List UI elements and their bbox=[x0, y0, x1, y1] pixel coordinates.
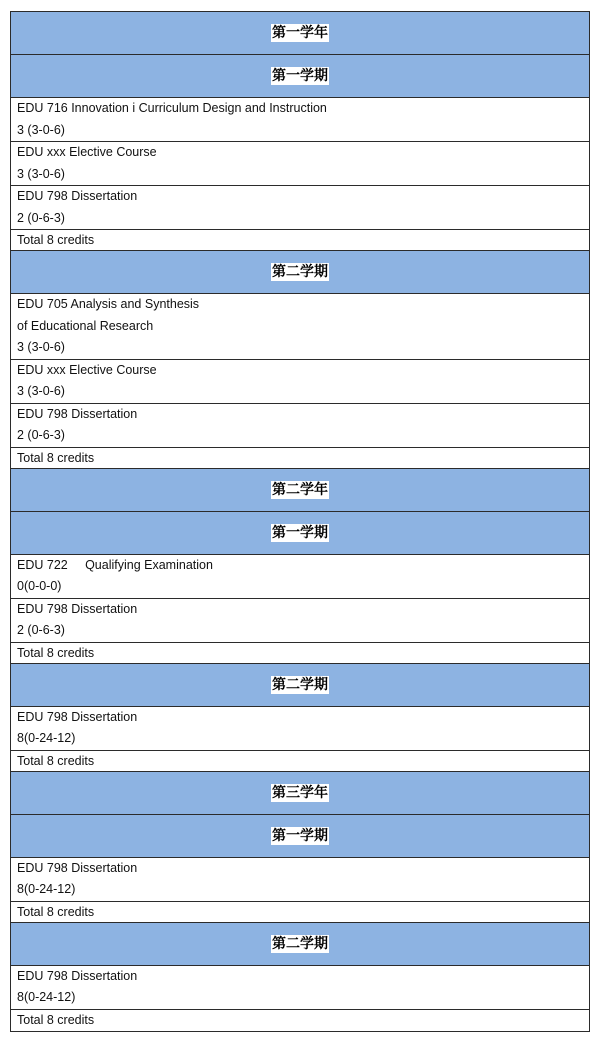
year-header-row bbox=[11, 12, 589, 55]
course-title: EDU 705 Analysis and Synthesis bbox=[17, 297, 200, 311]
curriculum-table bbox=[10, 11, 590, 1032]
course-title: EDU 798 Dissertation bbox=[17, 406, 138, 421]
semester-header: 第一学期 bbox=[272, 827, 328, 844]
year-header-row bbox=[11, 772, 589, 815]
course-title: of Educational Research bbox=[17, 318, 154, 333]
course-title: EDU 798 Dissertation bbox=[17, 968, 138, 983]
course-credits: 2 (0-6-3) bbox=[17, 428, 65, 442]
course-title: EDU xxx Elective Course bbox=[17, 362, 157, 377]
course-row bbox=[11, 142, 589, 186]
semester-header-row bbox=[11, 251, 589, 294]
year-header: 第二学年 bbox=[272, 481, 328, 498]
total-credits: Total 8 credits bbox=[11, 448, 589, 469]
semester-header-row bbox=[11, 664, 589, 707]
total-credits: Total 8 credits bbox=[11, 751, 589, 772]
course-credits: 2 (0-6-3) bbox=[17, 623, 65, 637]
course-row bbox=[11, 707, 589, 751]
course-title: EDU 716 Innovation i Curriculum Design and Instruction bbox=[17, 101, 327, 115]
semester-header-row bbox=[11, 923, 589, 966]
course-credits: 3 (3-0-6) bbox=[17, 340, 65, 354]
course-row bbox=[11, 404, 589, 448]
course-row bbox=[11, 599, 589, 643]
semester-header: 第一学期 bbox=[272, 68, 328, 84]
semester-header-row bbox=[11, 512, 589, 555]
course-credits: 3 (3-0-6) bbox=[17, 384, 65, 398]
course-title: EDU 798 Dissertation bbox=[17, 189, 138, 203]
total-credits: Total 8 credits bbox=[11, 902, 589, 923]
course-row bbox=[11, 555, 589, 599]
total-credits: Total 8 credits bbox=[11, 1010, 589, 1031]
course-row bbox=[11, 858, 589, 902]
semester-header: 第二学期 bbox=[272, 264, 328, 280]
course-row bbox=[11, 360, 589, 404]
course-credits: 8(0-24-12) bbox=[17, 882, 76, 896]
course-title: EDU 798 Dissertation bbox=[17, 709, 138, 724]
total-credits: Total 8 credits bbox=[11, 643, 589, 664]
course-row bbox=[11, 186, 589, 230]
course-row bbox=[11, 966, 589, 1010]
semester-header-row bbox=[11, 55, 589, 98]
course-credits: 2 (0-6-3) bbox=[17, 210, 65, 225]
course-credits: 8(0-24-12) bbox=[17, 731, 76, 745]
semester-header: 第二学期 bbox=[272, 935, 328, 952]
year-header: 第一学年 bbox=[272, 25, 328, 41]
course-row bbox=[11, 294, 589, 360]
course-credits: 8(0-24-12) bbox=[17, 990, 76, 1004]
semester-header: 第二学期 bbox=[272, 676, 328, 693]
course-credits: 3 (3-0-6) bbox=[17, 122, 65, 137]
course-title: EDU 798 Dissertation bbox=[17, 860, 138, 875]
course-title: EDU 722 Qualifying Examination bbox=[17, 557, 213, 572]
course-row bbox=[11, 98, 589, 142]
total-credits: Total 8 credits bbox=[11, 230, 589, 251]
course-title: EDU 798 Dissertation bbox=[17, 601, 138, 616]
semester-header: 第一学期 bbox=[272, 524, 328, 541]
course-credits: 3 (3-0-6) bbox=[17, 166, 65, 181]
semester-header-row bbox=[11, 815, 589, 858]
year-header-row bbox=[11, 469, 589, 512]
course-title: EDU xxx Elective Course bbox=[17, 145, 157, 159]
course-credits: 0(0-0-0) bbox=[17, 579, 62, 593]
year-header: 第三学年 bbox=[272, 784, 328, 801]
